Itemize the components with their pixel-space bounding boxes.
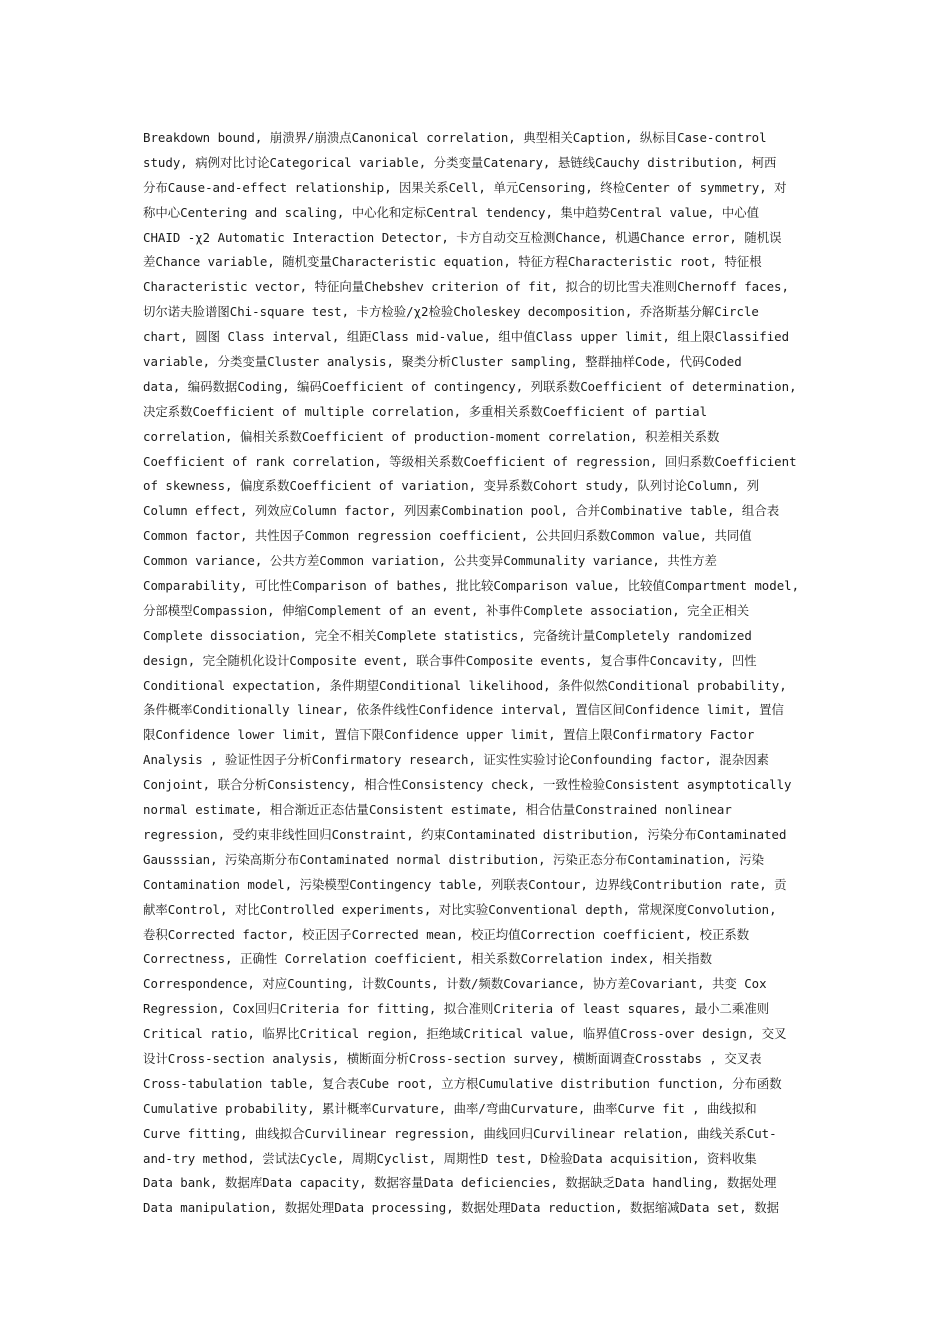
text-line: chart, 圆图 Class interval, 组距Class mid-value, 组中值Class upper limit, 组上限Classified (143, 329, 790, 345)
text-line: Conjoint, 联合分析Consistency, 相合性Consistency check, 一致性检验Consistent asymptotically (143, 777, 792, 793)
text-line: 献率Control, 对比Controlled experiments, 对比实验Conventional depth, 常规深度Convolution, (143, 901, 777, 917)
text-line: of skewness, 偏度系数Coefficient of variation, 变异系数Cohort study, 队列讨论Column, 列 (143, 478, 760, 494)
text-line: variable, 分类变量Cluster analysis, 聚类分析Cluster sampling, 整群抽样Code, 代码Coded (143, 354, 742, 370)
glossary-text-block (143, 126, 815, 1221)
text-line: correlation, 偏相关系数Coefficient of production-moment correlation, 积差相关系数 (143, 428, 720, 444)
text-line: 差Chance variable, 随机变量Characteristic equation, 特征方程Characteristic root, 特征根 (143, 254, 762, 270)
text-line: CHAID -χ2 Automatic Interaction Detector, 卡方自动交互检测Chance, 机遇Chance error, 随机误 (143, 229, 782, 245)
text-line: 分布Cause-and-effect relationship, 因果关系Cell, 单元Censoring, 终检Center of symmetry, 对 (143, 179, 787, 195)
text-line: Correspondence, 对应Counting, 计数Counts, 计数/频数Covariance, 协方差Covariant, 共变 Cox (143, 976, 767, 992)
text-line: Comparability, 可比性Comparison of bathes, 批比较Comparison value, 比较值Compartment model, (143, 578, 800, 594)
text-line: 卷积Corrected factor, 校正因子Corrected mean, 校正均值Correction coefficient, 校正系数 (143, 926, 750, 942)
text-line: Contamination model, 污染模型Contingency table, 列联表Contour, 边界线Contribution rate, 贡 (143, 876, 787, 892)
text-line: Common variance, 公共方差Common variation, 公共变异Communality variance, 共性方差 (143, 553, 717, 569)
text-line: Cumulative probability, 累计概率Curvature, 曲率/弯曲Curvature, 曲率Curve fit , 曲线拟和 (143, 1100, 757, 1116)
text-line: Characteristic vector, 特征向量Chebshev criterion of fit, 拟合的切比雪夫准则Chernoff faces, (143, 279, 789, 295)
text-line: Column effect, 列效应Column factor, 列因素Combination pool, 合并Combinative table, 组合表 (143, 503, 780, 519)
text-line: Analysis , 验证性因子分析Confirmatory research, 证实性实验讨论Confounding factor, 混杂因素 (143, 752, 769, 768)
text-line: 限Confidence lower limit, 置信下限Confidence upper limit, 置信上限Confirmatory Factor (143, 727, 755, 743)
text-line: Coefficient of rank correlation, 等级相关系数Coefficient of regression, 回归系数Coefficient (143, 453, 797, 469)
text-line: regression, 受约束非线性回归Constraint, 约束Contaminated distribution, 污染分布Contaminated (143, 826, 787, 842)
text-line: Regression, Cox回归Criteria for fitting, 拟合准则Criteria of least squares, 最小二乘准则 (143, 1001, 770, 1017)
text-line: Cross-tabulation table, 复合表Cube root, 立方根Cumulative distribution function, 分布函数 (143, 1075, 782, 1091)
text-line: design, 完全随机化设计Composite event, 联合事件Composite events, 复合事件Concavity, 凹性 (143, 652, 757, 668)
text-line: normal estimate, 相合渐近正态估量Consistent estimate, 相合估量Constrained nonlinear (143, 802, 732, 818)
text-line: Gausssian, 污染高斯分布Contaminated normal distribution, 污染正态分布Contamination, 污染 (143, 851, 765, 867)
text-line: Data manipulation, 数据处理Data processing, 数据处理Data reduction, 数据缩减Data set, 数据 (143, 1200, 779, 1216)
text-line: 决定系数Coefficient of multiple correlation, 多重相关系数Coefficient of partial (143, 403, 708, 419)
text-line: Data bank, 数据库Data capacity, 数据容量Data deficiencies, 数据缺乏Data handling, 数据处理 (143, 1175, 777, 1191)
text-line: 条件概率Conditionally linear, 依条件线性Confidence interval, 置信区间Confidence limit, 置信 (143, 702, 784, 718)
text-line: Curve fitting, 曲线拟合Curvilinear regression, 曲线回归Curvilinear relation, 曲线关系Cut- (143, 1125, 777, 1141)
text-line: Correctness, 正确性 Correlation coefficient, 相关系数Correlation index, 相关指数 (143, 951, 712, 967)
text-line: Critical ratio, 临界比Critical region, 拒绝域Critical value, 临界值Cross-over design, 交叉 (143, 1026, 787, 1042)
text-line: 切尔诺夫脸谱图Chi-square test, 卡方检验/χ2检验Choleskey decomposition, 乔洛斯基分解Circle (143, 304, 759, 320)
text-line: 分部模型Compassion, 伸缩Complement of an event, 补事件Complete association, 完全正相关 (143, 602, 750, 618)
text-line: Complete dissociation, 完全不相关Complete statistics, 完备统计量Completely randomized (143, 627, 752, 643)
text-line: study, 病例对比讨论Categorical variable, 分类变量Catenary, 悬链线Cauchy distribution, 柯西 (143, 154, 777, 170)
text-line: 称中心Centering and scaling, 中心化和定标Central tendency, 集中趋势Central value, 中心值 (143, 204, 759, 220)
text-line: data, 编码数据Coding, 编码Coefficient of contingency, 列联系数Coefficient of determination, (143, 378, 797, 394)
text-line: Breakdown bound, 崩溃界/崩溃点Canonical correlation, 典型相关Caption, 纵标目Case-control (143, 130, 767, 145)
text-line: and-try method, 尝试法Cycle, 周期Cyclist, 周期性D test, D检验Data acquisition, 资料收集 (143, 1150, 757, 1166)
text-line: Common factor, 共性因子Common regression coefficient, 公共回归系数Common value, 共同值 (143, 528, 752, 544)
text-line: Conditional expectation, 条件期望Conditional likelihood, 条件似然Conditional probability, (143, 677, 787, 693)
text-line: 设计Cross-section analysis, 横断面分析Cross-section survey, 横断面调查Crosstabs , 交叉表 (143, 1050, 762, 1066)
